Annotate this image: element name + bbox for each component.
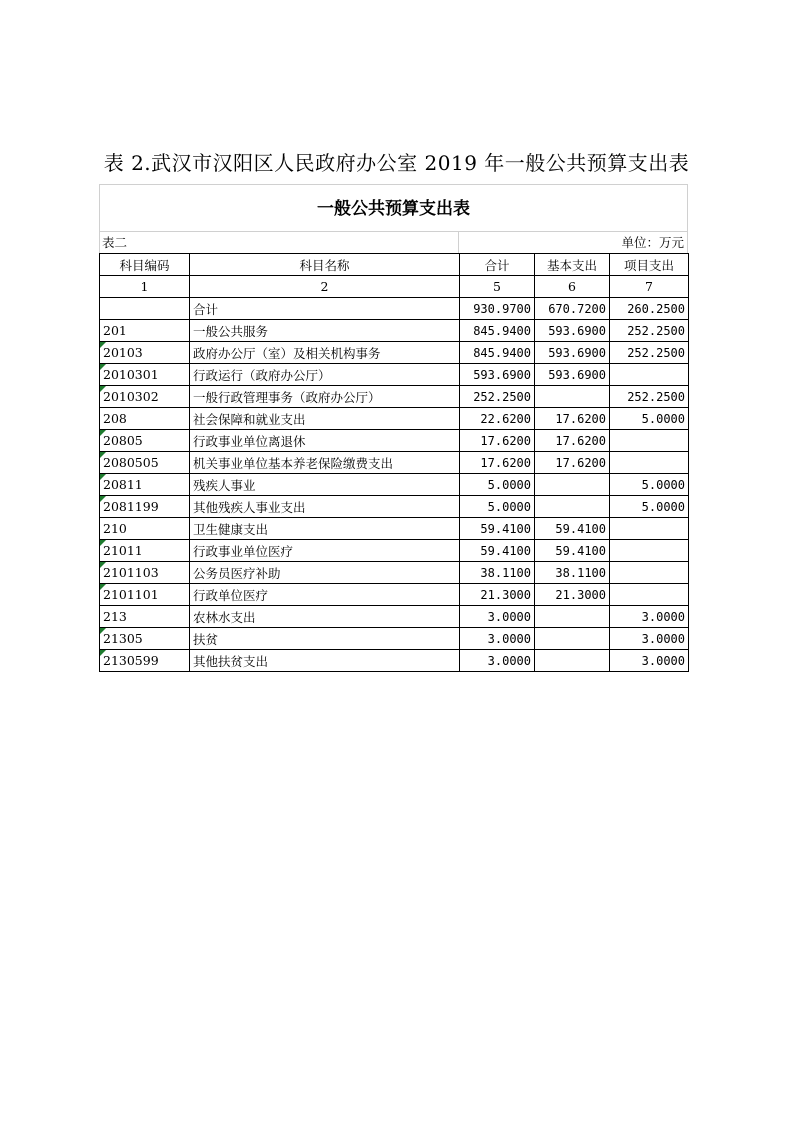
cell-marker-icon: [100, 342, 106, 348]
cell-project: [610, 518, 689, 540]
cell-project: 3.0000: [610, 606, 689, 628]
cell-total: 3.0000: [460, 628, 535, 650]
cell-marker-icon: [100, 474, 106, 480]
cell-code: [100, 364, 190, 386]
cell-code: [100, 518, 190, 540]
cell-total: 17.6200: [460, 430, 535, 452]
cell-total: 3.0000: [460, 650, 535, 672]
cell-basic: [535, 628, 610, 650]
cell-total: 930.9700: [460, 298, 535, 320]
cell-total: 5.0000: [460, 496, 535, 518]
cell-total: 21.3000: [460, 584, 535, 606]
cell-total: 3.0000: [460, 606, 535, 628]
cell-marker-icon: [100, 496, 106, 502]
cell-code: [100, 342, 190, 364]
cell-basic: 593.6900: [535, 364, 610, 386]
cell-basic: 38.1100: [535, 562, 610, 584]
cell-project: [610, 584, 689, 606]
cell-name: 政府办公厅（室）及相关机构事务: [190, 342, 460, 364]
cell-code-text: 2101103: [103, 565, 159, 580]
cell-code: [100, 628, 190, 650]
table-row: [100, 650, 689, 672]
cell-name: 机关事业单位基本养老保险缴费支出: [190, 452, 460, 474]
cell-name: 行政事业单位离退休: [190, 430, 460, 452]
cell-project: 5.0000: [610, 496, 689, 518]
header-row: [100, 254, 689, 276]
cell-name: 合计: [190, 298, 460, 320]
cell-basic: [535, 474, 610, 496]
table-row: [100, 540, 689, 562]
header-index-row: [100, 276, 689, 298]
cell-project: 3.0000: [610, 650, 689, 672]
cell-basic: [535, 650, 610, 672]
cell-basic: 59.4100: [535, 518, 610, 540]
cell-project: [610, 430, 689, 452]
cell-project: 252.2500: [610, 342, 689, 364]
cell-code: [100, 430, 190, 452]
table-row: [100, 606, 689, 628]
cell-name: 一般公共服务: [190, 320, 460, 342]
cell-code: [100, 452, 190, 474]
cell-basic: 21.3000: [535, 584, 610, 606]
cell-marker-icon: [100, 562, 106, 568]
table-number: 表二: [100, 232, 459, 253]
cell-total: 17.6200: [460, 452, 535, 474]
cell-code: [100, 298, 190, 320]
table-row: [100, 474, 689, 496]
cell-marker-icon: [100, 584, 106, 590]
cell-project: 3.0000: [610, 628, 689, 650]
cell-total: 59.4100: [460, 540, 535, 562]
cell-basic: 17.6200: [535, 408, 610, 430]
cell-name: 行政事业单位医疗: [190, 540, 460, 562]
cell-code-text: 21305: [103, 631, 143, 646]
cell-basic: 593.6900: [535, 320, 610, 342]
cell-project: [610, 562, 689, 584]
table-banner: 一般公共预算支出表: [99, 184, 688, 232]
cell-name: 行政运行（政府办公厅）: [190, 364, 460, 386]
cell-code-text: 2081199: [103, 499, 159, 514]
cell-name: 扶贫: [190, 628, 460, 650]
table-row: [100, 386, 689, 408]
cell-basic: [535, 496, 610, 518]
cell-marker-icon: [100, 386, 106, 392]
cell-name: 其他残疾人事业支出: [190, 496, 460, 518]
cell-code-text: 2101101: [103, 587, 159, 602]
cell-project: 252.2500: [610, 386, 689, 408]
cell-code: [100, 540, 190, 562]
cell-name: 一般行政管理事务（政府办公厅）: [190, 386, 460, 408]
cell-marker-icon: [100, 540, 106, 546]
cell-code-text: 2010301: [103, 367, 159, 382]
cell-code: [100, 496, 190, 518]
cell-code-text: 2080505: [103, 455, 159, 470]
cell-code-text: 210: [103, 521, 127, 536]
cell-name: 行政单位医疗: [190, 584, 460, 606]
header-name: 科目名称: [190, 254, 460, 276]
cell-code: [100, 408, 190, 430]
cell-code-text: 2010302: [103, 389, 159, 404]
cell-total: 38.1100: [460, 562, 535, 584]
cell-total: 845.9400: [460, 342, 535, 364]
cell-name: 公务员医疗补助: [190, 562, 460, 584]
cell-total: 593.6900: [460, 364, 535, 386]
budget-table: [99, 253, 689, 672]
cell-code: [100, 474, 190, 496]
header-index-code: 1: [100, 276, 190, 298]
cell-total: 252.2500: [460, 386, 535, 408]
cell-project: 260.2500: [610, 298, 689, 320]
cell-total: 22.6200: [460, 408, 535, 430]
cell-marker-icon: [100, 364, 106, 370]
header-index-basic: 6: [535, 276, 610, 298]
unit-label: 单位：万元: [621, 235, 684, 250]
cell-project: 252.2500: [610, 320, 689, 342]
table-meta-row: [99, 232, 688, 253]
cell-code-text: 20805: [103, 433, 143, 448]
cell-code: [100, 606, 190, 628]
cell-basic: 59.4100: [535, 540, 610, 562]
table-row: [100, 364, 689, 386]
cell-code: [100, 320, 190, 342]
table-row: [100, 342, 689, 364]
cell-basic: 17.6200: [535, 430, 610, 452]
header-index-name: 2: [190, 276, 460, 298]
budget-table-container: [99, 184, 688, 672]
cell-code: [100, 562, 190, 584]
table-row: [100, 430, 689, 452]
cell-name: 其他扶贫支出: [190, 650, 460, 672]
table-row: [100, 518, 689, 540]
cell-basic: 670.7200: [535, 298, 610, 320]
cell-code: [100, 584, 190, 606]
table-row: [100, 628, 689, 650]
cell-marker-icon: [100, 650, 106, 656]
header-total: 合计: [460, 254, 535, 276]
cell-marker-icon: [100, 452, 106, 458]
cell-project: [610, 540, 689, 562]
cell-code: [100, 650, 190, 672]
cell-code-text: 201: [103, 323, 127, 338]
cell-total: 5.0000: [460, 474, 535, 496]
table-row: [100, 562, 689, 584]
cell-basic: [535, 606, 610, 628]
cell-code-text: 21011: [103, 543, 143, 558]
cell-project: 5.0000: [610, 408, 689, 430]
cell-total: 59.4100: [460, 518, 535, 540]
cell-marker-icon: [100, 430, 106, 436]
document-title: 表 2.武汉市汉阳区人民政府办公室 2019 年一般公共预算支出表: [103, 151, 690, 175]
cell-name: 农林水支出: [190, 606, 460, 628]
cell-basic: 593.6900: [535, 342, 610, 364]
cell-project: [610, 364, 689, 386]
table-row: [100, 408, 689, 430]
cell-name: 卫生健康支出: [190, 518, 460, 540]
cell-code-text: 2130599: [103, 653, 159, 668]
header-index-total: 5: [460, 276, 535, 298]
table-row: [100, 496, 689, 518]
cell-marker-icon: [100, 628, 106, 634]
header-project: 项目支出: [610, 254, 689, 276]
cell-basic: [535, 386, 610, 408]
cell-code-text: 213: [103, 609, 127, 624]
cell-code: [100, 386, 190, 408]
header-code: 科目编码: [100, 254, 190, 276]
cell-code-text: 20103: [103, 345, 143, 360]
table-row: [100, 298, 689, 320]
header-index-project: 7: [610, 276, 689, 298]
cell-total: 845.9400: [460, 320, 535, 342]
cell-project: [610, 452, 689, 474]
table-row: [100, 584, 689, 606]
table-row: [100, 320, 689, 342]
cell-name: 社会保障和就业支出: [190, 408, 460, 430]
cell-name: 残疾人事业: [190, 474, 460, 496]
cell-basic: 17.6200: [535, 452, 610, 474]
cell-code-text: 208: [103, 411, 127, 426]
header-basic: 基本支出: [535, 254, 610, 276]
cell-code-text: 20811: [103, 477, 143, 492]
table-row: [100, 452, 689, 474]
cell-project: 5.0000: [610, 474, 689, 496]
